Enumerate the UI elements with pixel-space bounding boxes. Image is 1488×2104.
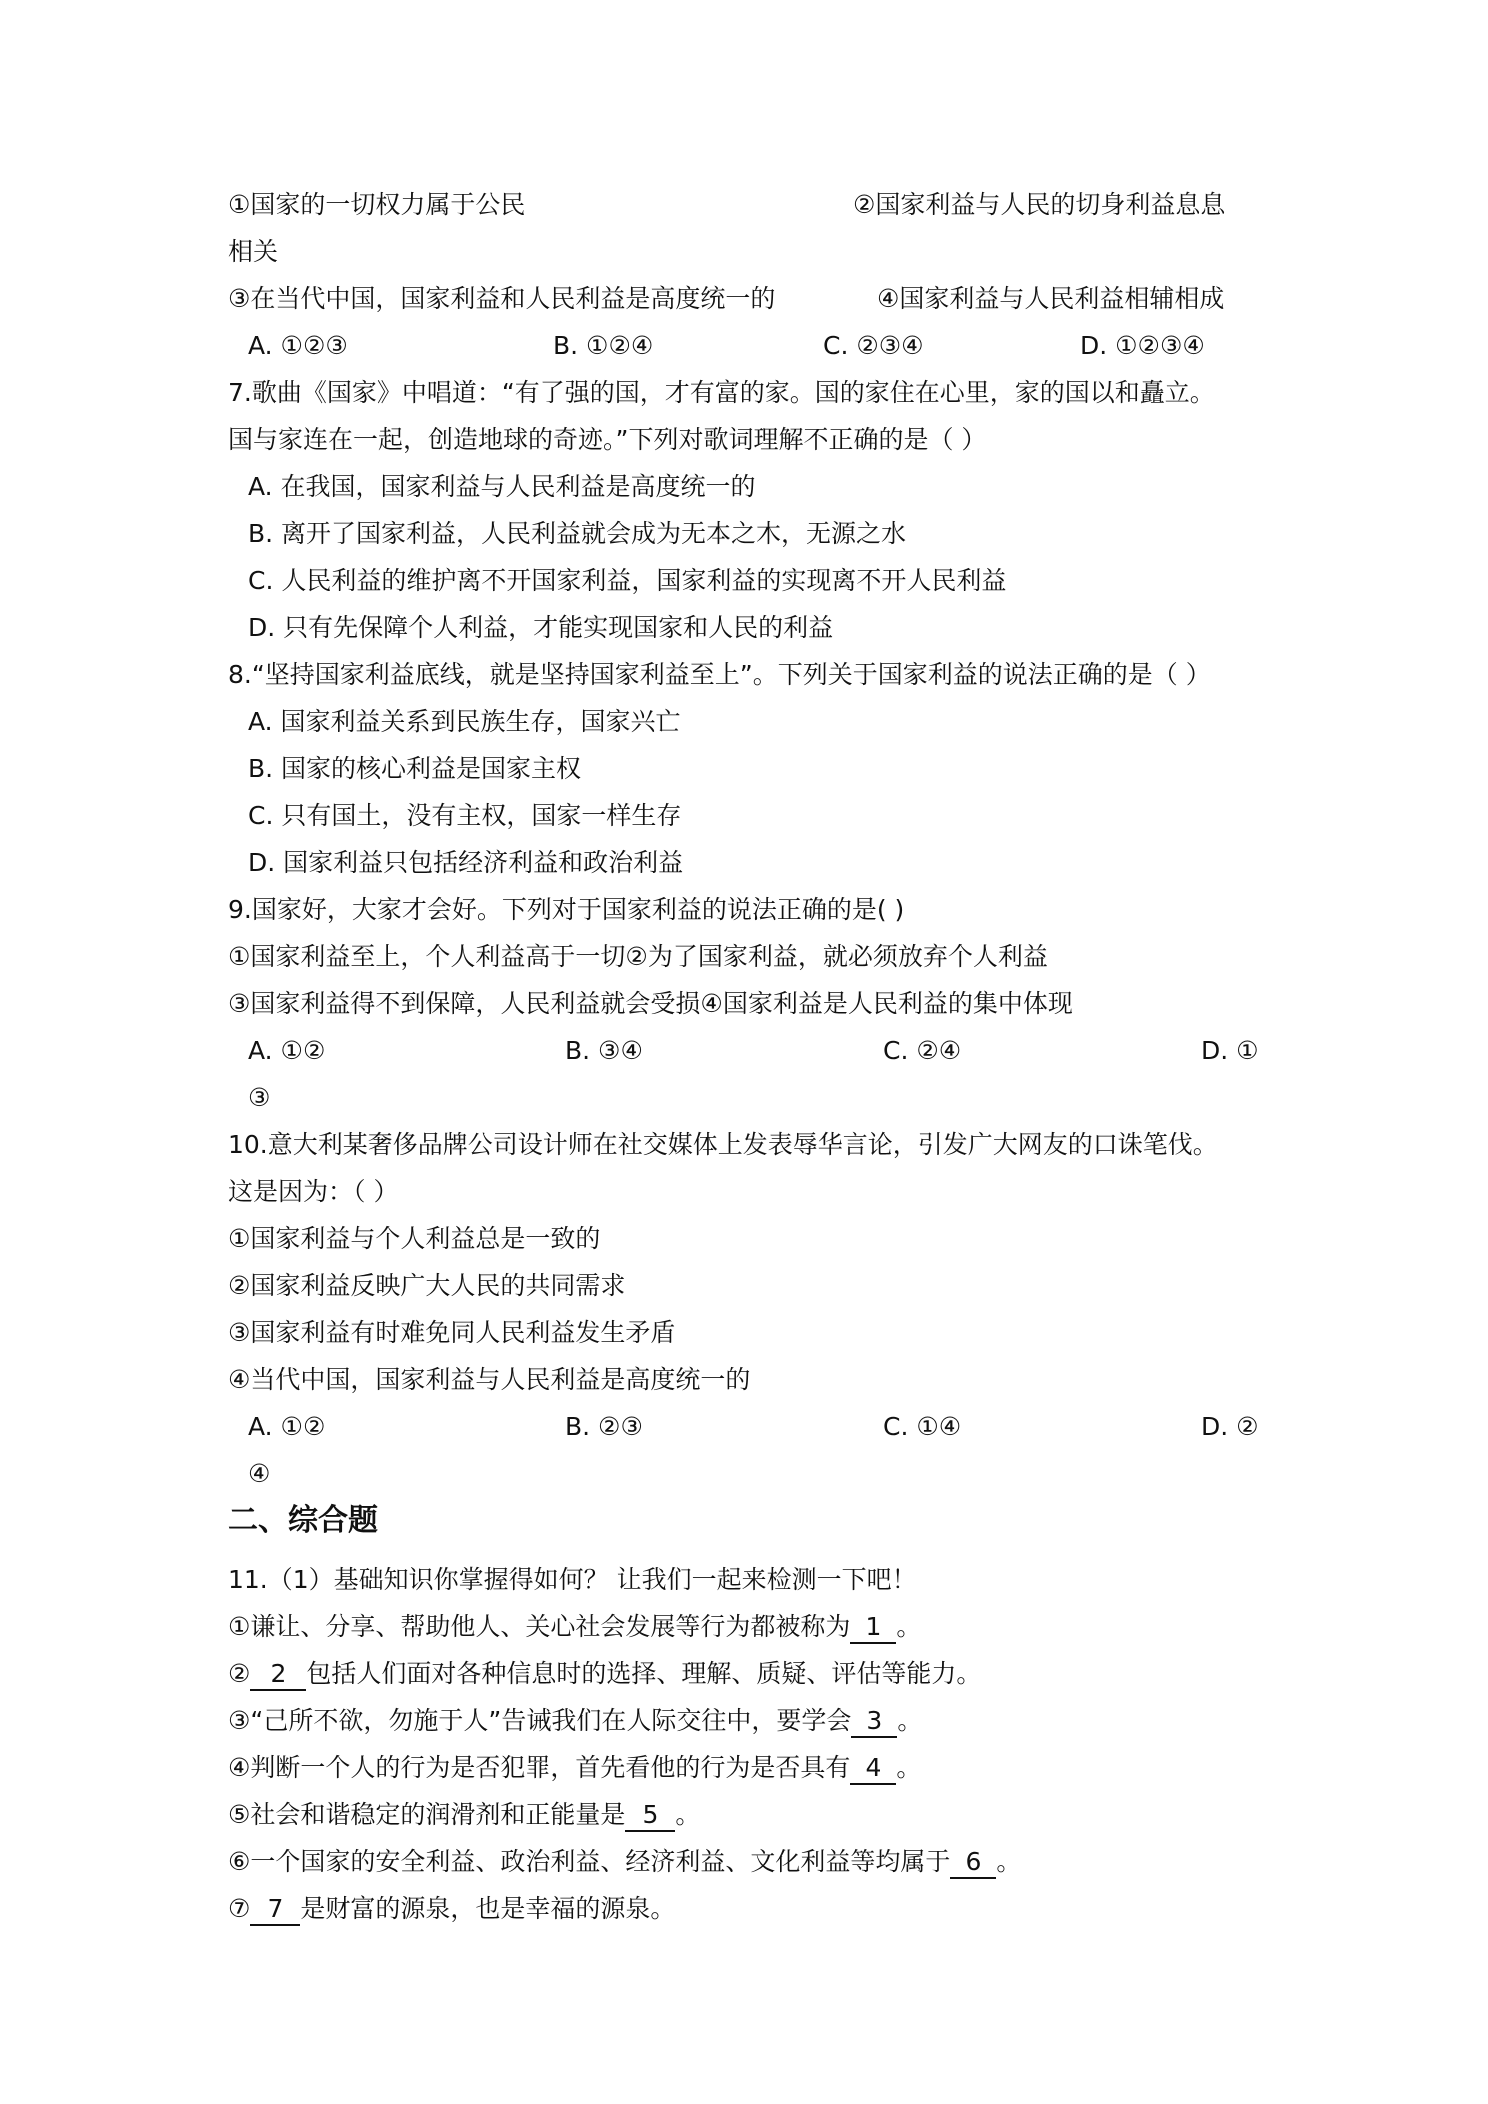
q6-statement-2-wrap: 相关	[228, 237, 279, 266]
q8-option-a: A. 国家利益关系到民族生存，国家兴亡	[248, 707, 681, 736]
q11-item-1-end: 。	[896, 1612, 922, 1641]
q9-option-d: D. ①	[1201, 1036, 1259, 1065]
q10-option-d: D. ②	[1201, 1412, 1259, 1441]
q10-statement-1: ①国家利益与个人利益总是一致的	[228, 1224, 601, 1253]
q11-item-1-text: ①谦让、分享、帮助他人、关心社会发展等行为都被称为	[228, 1612, 851, 1641]
q10-statement-4: ④当代中国，国家利益与人民利益是高度统一的	[228, 1365, 751, 1394]
q11-item-1	[228, 1610, 921, 1644]
q11-blank-2: 2	[250, 1659, 306, 1691]
q11-item-7-end: 是财富的源泉，也是幸福的源泉。	[300, 1894, 676, 1923]
q8-option-d: D. 国家利益只包括经济利益和政治利益	[248, 848, 684, 877]
q11-blank-5: 5	[625, 1800, 675, 1832]
q10-option-a: A. ①②	[248, 1412, 326, 1441]
q10-stem-line-1: 10.意大利某奢侈品牌公司设计师在社交媒体上发表辱华言论，引发广大网友的口诛笔伐。	[228, 1130, 1218, 1159]
q9-statements-3-4: ③国家利益得不到保障，人民利益就会受损④国家利益是人民利益的集中体现	[228, 989, 1073, 1018]
q11-item-3-text: ③“己所不欲，勿施于人”告诫我们在人际交往中，要学会	[228, 1706, 852, 1735]
q11-blank-3: 3	[851, 1706, 897, 1738]
q6-statement-2: ②国家利益与人民的切身利益息息	[853, 190, 1226, 219]
q11-blank-1: 1	[850, 1612, 896, 1644]
q11-item-5	[228, 1798, 700, 1832]
q7-option-d: D. 只有先保障个人利益，才能实现国家和人民的利益	[248, 613, 834, 642]
q11-item-2-end: 包括人们面对各种信息时的选择、理解、质疑、评估等能力。	[306, 1659, 982, 1688]
q11-item-7-text: ⑦	[228, 1894, 251, 1923]
q9-stem: 9.国家好，大家才会好。下列对于国家利益的说法正确的是( )	[228, 895, 905, 924]
q6-option-d: D. ①②③④	[1080, 331, 1205, 360]
q11-item-5-end: 。	[675, 1800, 701, 1829]
q7-option-c: C. 人民利益的维护离不开国家利益，国家利益的实现离不开人民利益	[248, 566, 1007, 595]
q10-option-c: C. ①④	[883, 1412, 962, 1441]
q7-stem-line-1: 7.歌曲《国家》中唱道：“有了强的国，才有富的家。国的家住在心里，家的国以和矗立。	[228, 378, 1215, 407]
section-heading: 二、综合题	[228, 1503, 378, 1538]
q8-stem: 8.“坚持国家利益底线，就是坚持国家利益至上”。下列关于国家利益的说法正确的是（ ）	[228, 660, 1211, 689]
q10-stem-line-2: 这是因为：（ ）	[228, 1177, 399, 1206]
q9-statements-1-2: ①国家利益至上，个人利益高于一切②为了国家利益，就必须放弃个人利益	[228, 942, 1048, 971]
q11-blank-4: 4	[850, 1753, 896, 1785]
q6-option-b: B. ①②④	[553, 331, 654, 360]
q8-option-c: C. 只有国土，没有主权，国家一样生存	[248, 801, 682, 830]
q9-option-d-wrap: ③	[248, 1083, 271, 1112]
q11-item-7	[228, 1892, 675, 1926]
q6-option-c: C. ②③④	[823, 331, 924, 360]
q9-option-a: A. ①②	[248, 1036, 326, 1065]
q11-item-4-text: ④判断一个人的行为是否犯罪，首先看他的行为是否具有	[228, 1753, 851, 1782]
q11-item-6-end: 。	[996, 1847, 1022, 1876]
q11-item-2	[228, 1657, 981, 1691]
q10-statement-3: ③国家利益有时难免同人民利益发生矛盾	[228, 1318, 676, 1347]
q11-item-3	[228, 1704, 922, 1738]
q11-item-3-end: 。	[897, 1706, 923, 1735]
q11-blank-7: 7	[250, 1894, 300, 1926]
q6-option-a: A. ①②③	[248, 331, 348, 360]
q11-item-2-text: ②	[228, 1659, 251, 1688]
q11-item-4-end: 。	[896, 1753, 922, 1782]
q9-option-b: B. ③④	[565, 1036, 643, 1065]
q10-statement-2: ②国家利益反映广大人民的共同需求	[228, 1271, 626, 1300]
q7-option-a: A. 在我国，国家利益与人民利益是高度统一的	[248, 472, 756, 501]
q8-option-b: B. 国家的核心利益是国家主权	[248, 754, 582, 783]
q7-option-b: B. 离开了国家利益，人民利益就会成为无本之木，无源之水	[248, 519, 907, 548]
q10-option-d-wrap: ④	[248, 1459, 271, 1488]
q10-option-b: B. ②③	[565, 1412, 643, 1441]
q7-stem-line-2: 国与家连在一起，创造地球的奇迹。”下列对歌词理解不正确的是（ ）	[228, 425, 987, 454]
q11-blank-6: 6	[950, 1847, 996, 1879]
q11-intro: 11.（1）基础知识你掌握得如何？ 让我们一起来检测一下吧！	[228, 1565, 917, 1594]
q6-statement-3: ③在当代中国，国家利益和人民利益是高度统一的	[228, 284, 776, 313]
q9-option-c: C. ②④	[883, 1036, 962, 1065]
q6-statement-4: ④国家利益与人民利益相辅相成	[877, 284, 1225, 313]
q11-item-5-text: ⑤社会和谐稳定的润滑剂和正能量是	[228, 1800, 626, 1829]
q11-item-6	[228, 1845, 1021, 1879]
q6-statement-1: ①国家的一切权力属于公民	[228, 190, 526, 219]
q11-item-6-text: ⑥一个国家的安全利益、政治利益、经济利益、文化利益等均属于	[228, 1847, 951, 1876]
q11-item-4	[228, 1751, 921, 1785]
